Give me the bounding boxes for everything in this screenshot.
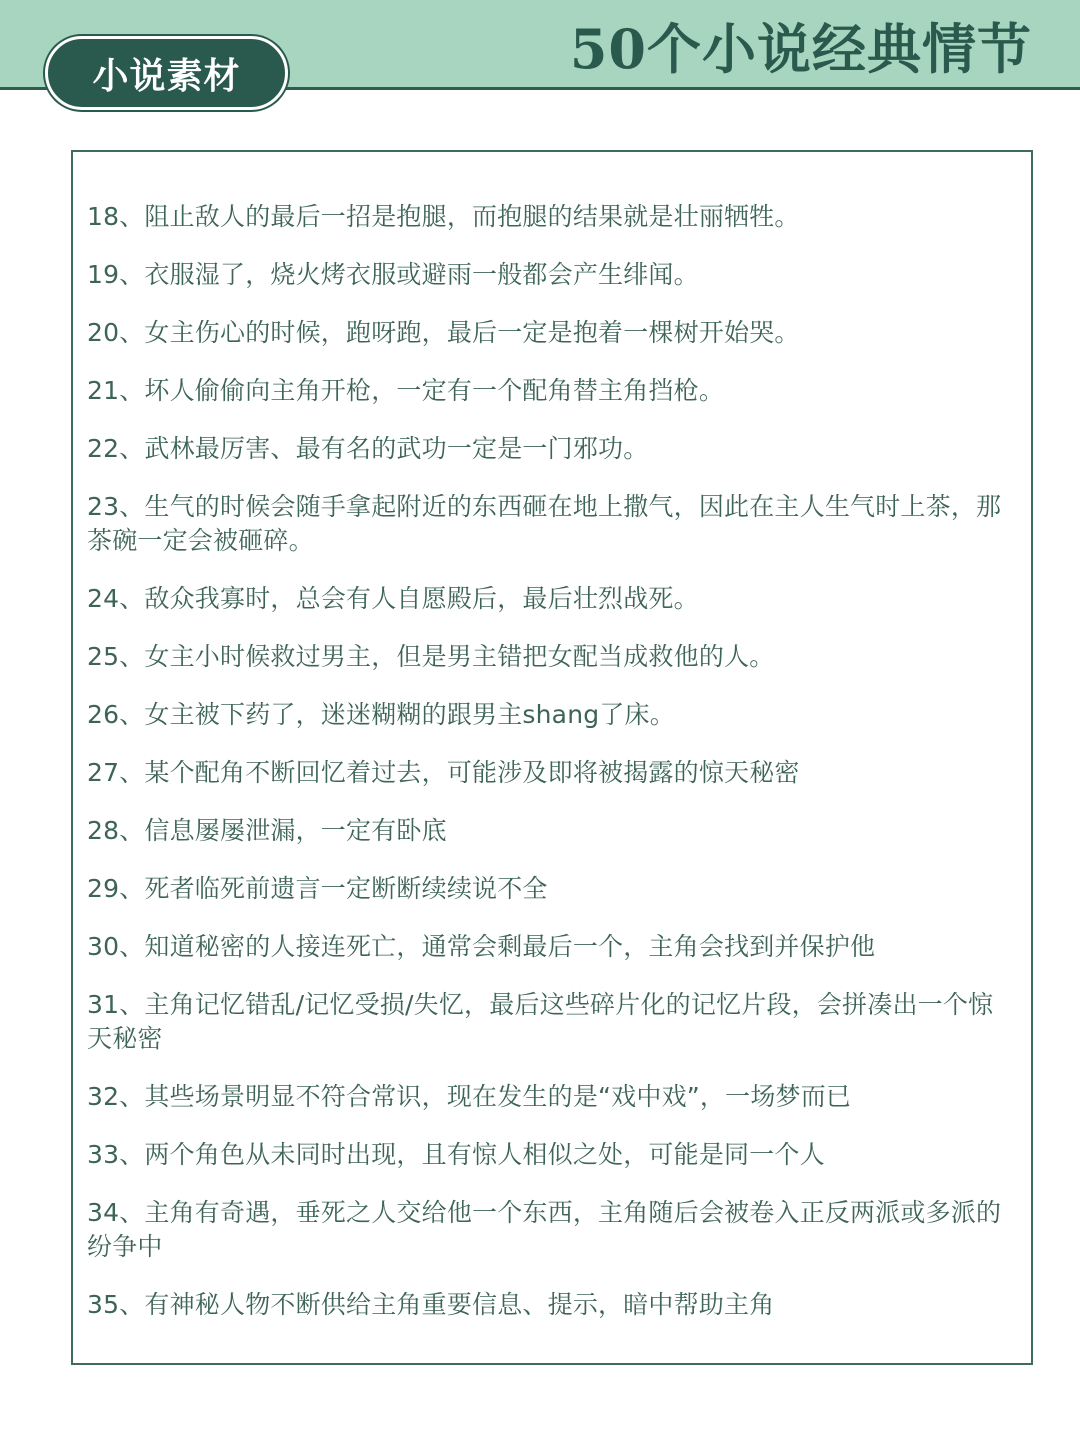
list-item: 28、信息屡屡泄漏，一定有卧底 <box>87 816 447 845</box>
list-item: 18、阻止敌人的最后一招是抱腿，而抱腿的结果就是壮丽牺牲。 <box>87 202 800 231</box>
list-item: 32、其些场景明显不符合常识，现在发生的是“戏中戏”，一场梦而已 <box>87 1082 852 1111</box>
list-item: 19、衣服湿了，烧火烤衣服或避雨一般都会产生绯闻。 <box>87 260 699 289</box>
list-item: 22、武林最厉害、最有名的武功一定是一门邪功。 <box>87 434 649 463</box>
list-item: 21、坏人偷偷向主角开枪，一定有一个配角替主角挡枪。 <box>87 376 725 405</box>
list-item: 29、死者临死前遗言一定断断续续说不全 <box>87 874 548 903</box>
category-badge: 小说素材 <box>45 36 288 110</box>
list-item: 27、某个配角不断回忆着过去，可能涉及即将被揭露的惊天秘密 <box>87 758 800 787</box>
plot-list <box>87 200 1017 1346</box>
list-item: 25、女主小时候救过男主，但是男主错把女配当成救他的人。 <box>87 642 775 671</box>
list-item: 30、知道秘密的人接连死亡，通常会剩最后一个，主角会找到并保护他 <box>87 932 876 961</box>
list-item: 33、两个角色从未同时出现，且有惊人相似之处，可能是同一个人 <box>87 1140 825 1169</box>
list-item: 24、敌众我寡时，总会有人自愿殿后，最后壮烈战死。 <box>87 584 699 613</box>
list-item: 26、女主被下药了，迷迷糊糊的跟男主shang了床。 <box>87 700 675 729</box>
list-item: 20、女主伤心的时候，跑呀跑，最后一定是抱着一棵树开始哭。 <box>87 318 800 347</box>
list-item: 23、生气的时候会随手拿起附近的东西砸在地上撒气，因此在主人生气时上茶，那茶碗一定会被砸碎。 <box>87 492 1002 555</box>
list-item: 31、主角记忆错乱/记忆受损/失忆，最后这些碎片化的记忆片段，会拼凑出一个惊天秘密 <box>87 990 994 1053</box>
list-item: 34、主角有奇遇，垂死之人交给他一个东西，主角随后会被卷入正反两派或多派的纷争中 <box>87 1198 1002 1261</box>
list-item: 35、有神秘人物不断供给主角重要信息、提示，暗中帮助主角 <box>87 1290 775 1319</box>
page-title: 50个小说经典情节 <box>569 17 1032 81</box>
